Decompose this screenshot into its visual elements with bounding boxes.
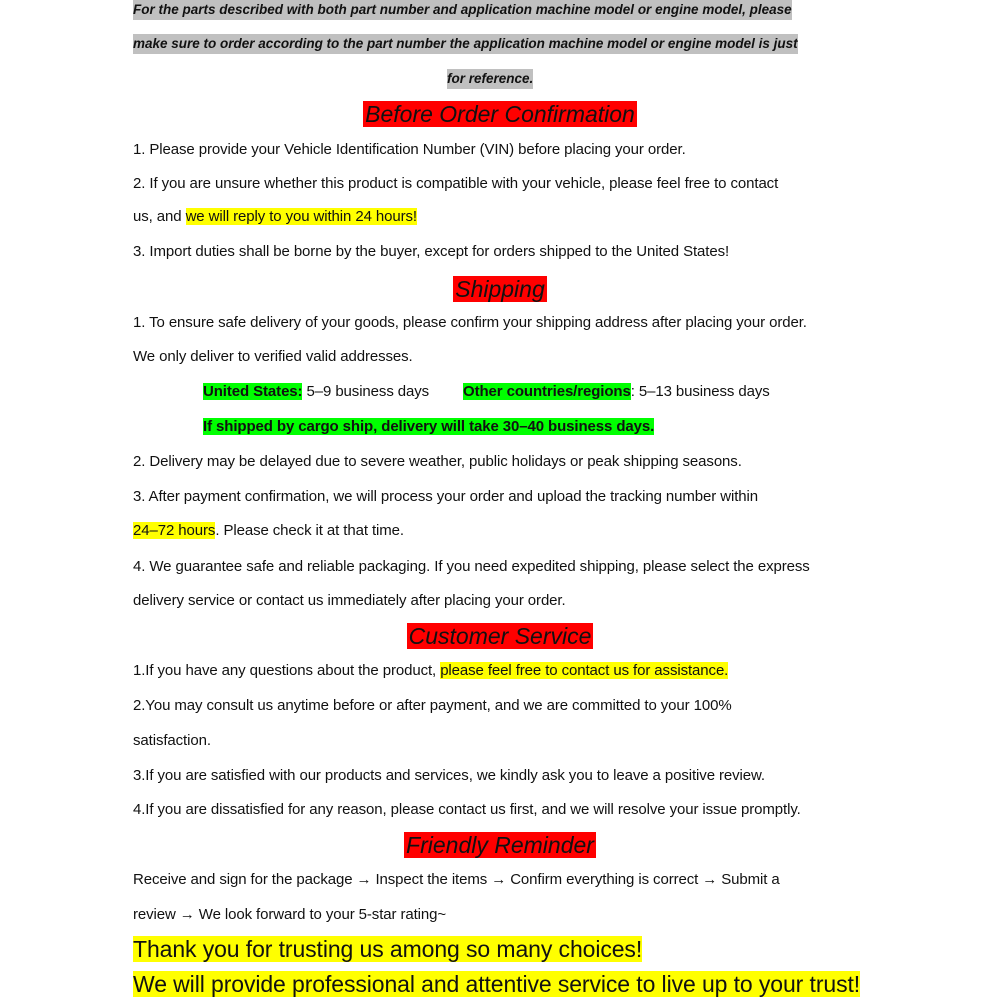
thanks-line-1: Thank you for trusting us among so many choices!: [133, 936, 643, 962]
notice-line-2: make sure to order according to the part number the application machine model or engine model is just: [133, 34, 798, 54]
heading-customer-service: Customer Service: [408, 623, 592, 649]
shipping-other-time: Other countries/regions: 5–13 business days: [463, 383, 770, 400]
shipping-cargo-note: If shipped by cargo ship, delivery will take 30–40 business days.: [203, 418, 655, 435]
tracking-hours-highlight: 24–72 hours: [133, 522, 216, 539]
thanks-line-2: We will provide professional and attentive service to live up to your trust!: [133, 971, 861, 997]
heading-friendly-reminder: Friendly Reminder: [406, 832, 594, 858]
service-item-2b: satisfaction.: [133, 732, 211, 749]
shipping-item-3a: 3. After payment confirmation, we will process your order and upload the tracking number within: [133, 488, 758, 505]
service-item-3: 3.If you are satisfied with our products and services, we kindly ask you to leave a positive review.: [133, 767, 765, 784]
shipping-item-4a: 4. We guarantee safe and reliable packaging. If you need expedited shipping, please select the express: [133, 558, 810, 575]
before-order-item-3: 3. Import duties shall be borne by the buyer, except for orders shipped to the United States!: [133, 243, 730, 260]
heading-before-order: Before Order Confirmation: [365, 101, 635, 127]
before-order-item-2a: 2. If you are unsure whether this product is compatible with your vehicle, please feel free to contact: [133, 175, 779, 192]
before-order-item-2b: us, and we will reply to you within 24 hours!: [133, 208, 417, 225]
service-item-1: 1.If you have any questions about the product, please feel free to contact us for assistance.: [133, 662, 729, 679]
shipping-item-1a: 1. To ensure safe delivery of your goods, please confirm your shipping address after placing your order.: [133, 314, 807, 331]
reply-24h-highlight: we will reply to you within 24 hours!: [185, 208, 417, 225]
service-item-2a: 2.You may consult us anytime before or after payment, and we are committed to your 100%: [133, 697, 732, 714]
reminder-flow-b: review → We look forward to your 5-star rating~: [133, 906, 447, 923]
contact-assistance-highlight: please feel free to contact us for assistance.: [440, 662, 729, 679]
notice-line-1: For the parts described with both part number and application machine model or engine model, please: [133, 0, 792, 20]
shipping-item-2: 2. Delivery may be delayed due to severe weather, public holidays or peak shipping seasons.: [133, 453, 742, 470]
shipping-us-time: United States: 5–9 business days: [203, 383, 430, 400]
shipping-item-4b: delivery service or contact us immediately after placing your order.: [133, 592, 566, 609]
before-order-item-1: 1. Please provide your Vehicle Identification Number (VIN) before placing your order.: [133, 141, 686, 158]
heading-shipping: Shipping: [455, 276, 545, 302]
shipping-item-3b: 24–72 hours. Please check it at that time.: [133, 522, 404, 539]
shipping-item-1b: We only deliver to verified valid addresses.: [133, 348, 413, 365]
notice-line-3: for reference.: [447, 69, 533, 89]
reminder-flow-a: Receive and sign for the package → Inspect the items → Confirm everything is correct → Submit a: [133, 871, 780, 888]
service-item-4: 4.If you are dissatisfied for any reason, please contact us first, and we will resolve your issue promptly.: [133, 801, 801, 818]
